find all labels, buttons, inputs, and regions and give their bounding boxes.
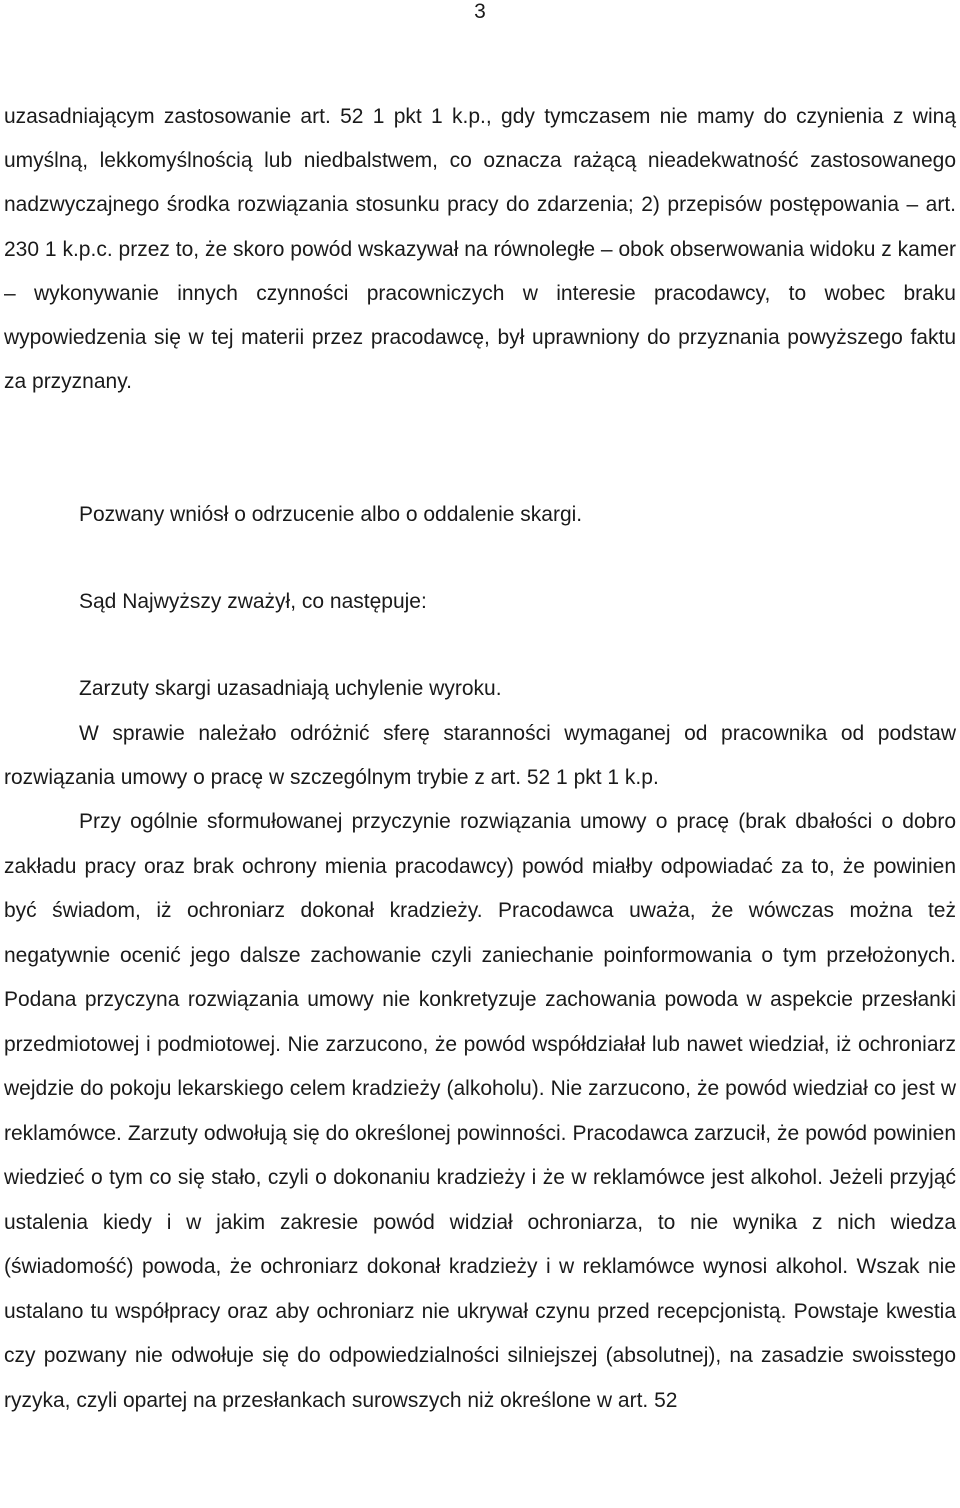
- paragraph-defendant-motion: Pozwany wniósł o odrzucenie albo o oddalenie skargi.: [79, 503, 583, 526]
- page-number: 3: [474, 0, 486, 23]
- document-body: [4, 95, 956, 1423]
- paragraph-charges-continued: uzasadniającym zastosowanie art. 52 1 pkt 1 k.p., gdy tymczasem nie mamy do czynienia z winą umyślną, lekkomyślnością lub niedbalstwem, co oznacza rażącą nieadekwatność zastosowanego nadzwyczajnego środka rozwiązania stosunku pracy do zdarzenia; 2) przepisów postępowania – art. 230 1 k.p.c. przez to, że skoro powód wskazywał na równoległe – obok obserwowania widoku z kamer – wykonywanie innych czynności pracowniczych w interesie pracodawcy, to wobec braku wypowiedzenia się w tej materii przez pracodawcę, był uprawniony do przyznania powyższego faktu za przyznany.: [4, 105, 956, 394]
- paragraph-charges-justify: Zarzuty skargi uzasadniają uchylenie wyroku.: [79, 677, 502, 701]
- paragraph-distinguish-diligence: W sprawie należało odróżnić sferę staranności wymaganej od pracownika od podstaw rozwiązania umowy o pracę w szczególnym trybie z art. 52 1 pkt 1 k.p.: [4, 721, 956, 789]
- paragraph-court-considered: Sąd Najwyższy zważył, co następuje:: [79, 590, 427, 614]
- paragraph-general-cause: Przy ogólnie sformułowanej przyczynie rozwiązania umowy o pracę (brak dbałości o dobro zakładu pracy oraz brak ochrony mienia pracodawcy) powód miałby odpowiadać za to, że powinien być świadom, iż ochroniarz dokonał kradzieży. Pracodawca uważa, że wówczas można też negatywnie ocenić jego dalsze zachowanie czyli zaniechanie poinformowania o tym przełożonych. Podana przyczyna rozwiązania umowy nie konkretyzuje zachowania powoda w aspekcie przesłanki przedmiotowej i podmiotowej. Nie zarzucono, że powód współdziałał lub nawet wiedział, iż ochroniarz wejdzie do pokoju lekarskiego celem kradzieży (alkoholu). Nie zarzucono, że powód wiedział co jest w reklamówce. Zarzuty odwołują się do określonej powinności. Pracodawca zarzucił, że powód powinien wiedzieć o tym co się stało, czyli o dokonaniu kradzieży i że w reklamówce jest alkohol. Jeżeli przyjąć ustalenia kiedy i w jakim zakresie powód widział ochroniarza, to nie wynika z nich wiedza (świadomość) powoda, że ochroniarz dokonał kradzieży i w reklamówce wynosi alkohol. Wszak nie ustalano tu współpracy oraz aby ochroniarz nie ukrywał czynu przed recepcjonistą. Powstaje kwestia czy pozwany nie odwołuje się do odpowiedzialności silniejszej (absolutnej), na zasadzie swoisstego ryzyka, czyli opartej na przesłankach surowszych niż określone w art. 52: [4, 810, 956, 1412]
